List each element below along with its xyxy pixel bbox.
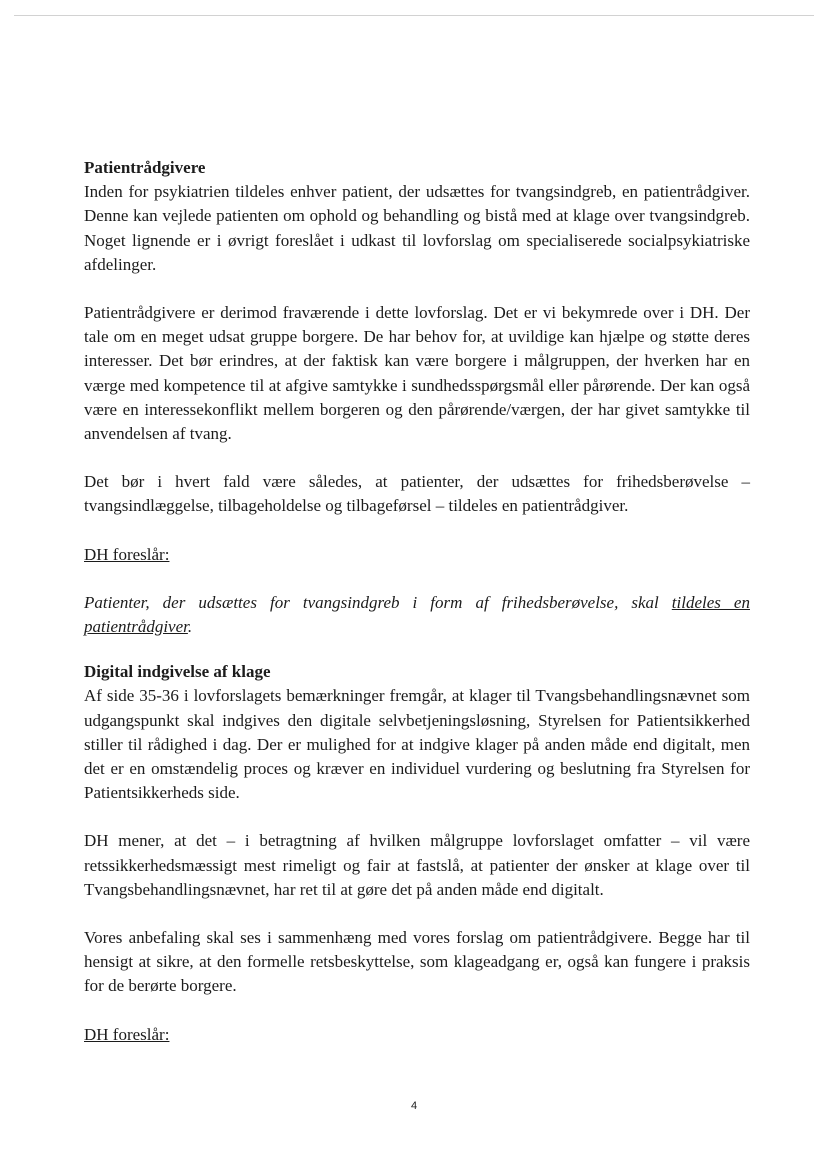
paragraph: Af side 35-36 i lovforslagets bemærkninger fremgår, at klager til Tvangsbehandlingsnævnet som udgangspunkt skal indgives den digitale selvbetjeningsløsning, Styrelsen for Patientsikkerhed stiller til rådighed i dag. Der er mulighed for at indgive klager på anden måde end digitalt, men det er en omstændelig proces og kræver en individuel vurdering og beslutning fra Styrelsen for Patientsikkerheds side. [84, 686, 750, 803]
paragraph: Patientrådgivere er derimod fraværende i dette lovforslag. Det er vi bekymrede over i DH. Der tale om en meget udsat gruppe borgere. De har behov for, at uvildige kan hjælpe og støtte deres interesser. Det bør erindres, at der faktisk kan være borgere i målgruppen, der hverken har en værge med kompetence til at afgive samtykke i sundhedsspørgsmål eller pårørende. Der kan også være en interessekonflikt mellem borgeren og den pårørende/værgen, der har givet samtykke til anvendelsen af tvang. [84, 303, 750, 444]
proposal-label: DH foreslår: [84, 544, 170, 564]
document-body [84, 156, 750, 1047]
proposal-text [84, 591, 750, 639]
proposal-text-underlined: tildeles en patientrådgiver [84, 592, 750, 637]
paragraph: Inden for psykiatrien tildeles enhver patient, der udsættes for tvangsindgreb, en patientrådgiver. Denne kan vejlede patienten om ophold og behandling og bistå med at klage over tvangsindgreb. Noget lignende er i øvrigt foreslået i udkast til lovforslag om specialiserede socialpsykiatriske afdelinger. [84, 182, 750, 274]
proposal-label: DH foreslår: [84, 1024, 170, 1044]
section-heading-patientraadgivere: Patientrådgivere [84, 158, 206, 177]
paragraph: DH mener, at det – i betragtning af hvilken målgruppe lovforslaget omfatter – vil være retssikkerhedsmæssigt mest rimeligt og fair at fastslå, at patienter der ønsker at klage over til Tvangsbehandlingsnævnet, har ret til at gøre det på anden måde end digitalt. [84, 831, 750, 899]
section-heading-digital-klage: Digital indgivelse af klage [84, 662, 271, 682]
paragraph: Det bør i hvert fald være således, at patienter, der udsættes for frihedsberøvelse – tvangsindlæggelse, tilbageholdelse og tilbageførsel – tildeles en patientrådgiver. [84, 472, 750, 516]
paragraph: Vores anbefaling skal ses i sammenhæng med vores forslag om patientrådgivere. Begge har til hensigt at sikre, at den formelle retsbeskyttelse, som klageadgang er, også kan fungere i praksis for de berørte borgere. [84, 928, 750, 996]
proposal-text-end: . [187, 617, 193, 637]
page-number: 4 [410, 1100, 418, 1112]
proposal-text-main: Patienter, der udsættes for tvangsindgreb i form af frihedsberøvelse, skal [84, 592, 672, 612]
scan-top-line [14, 15, 814, 16]
